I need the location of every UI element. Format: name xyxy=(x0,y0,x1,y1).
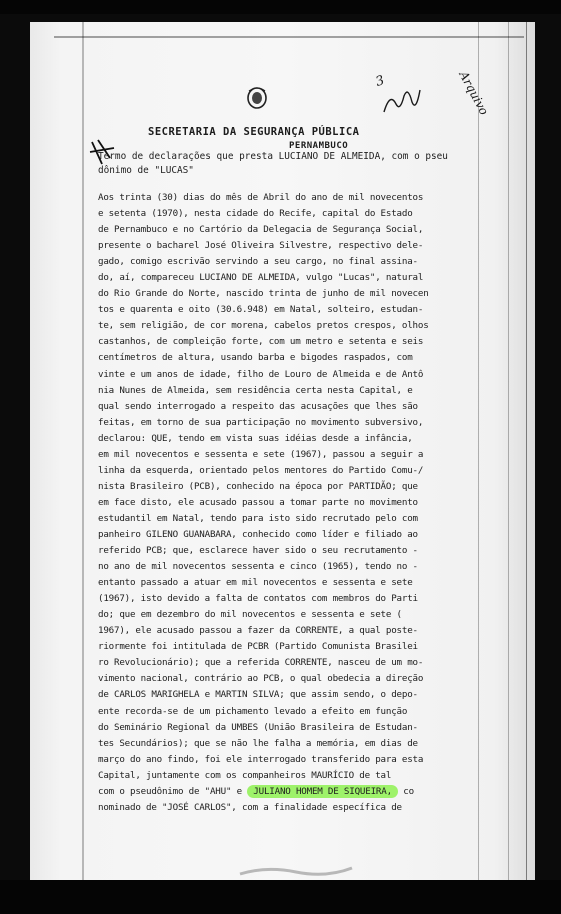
title-line: Termo de declarações que presta LUCIANO DE ALMEIDA, com o pseu xyxy=(98,151,448,162)
title-line: dônimo de "LUCAS" xyxy=(98,165,194,176)
bottom-smudge xyxy=(236,862,356,880)
body-line: qual sendo interrogado a respeito das acusações que lhes são xyxy=(98,400,418,412)
body-line-highlighted xyxy=(98,784,528,800)
body-line: no ano de mil novecentos sessenta e cinco (1965), tendo no - xyxy=(98,561,418,573)
body-line: março do ano findo, foi ele interrogado transferido para esta xyxy=(98,753,424,765)
body-line: nia Nunes de Almeida, sem residência certa nesta Capital, e xyxy=(98,384,413,396)
body-line: e setenta (1970), nesta cidade do Recife, capital do Estado xyxy=(98,208,413,220)
body-line: entanto passado a atuar em mil novecentos e sessenta e sete xyxy=(98,577,413,589)
film-border-top xyxy=(0,0,561,14)
body-line: Aos trinta (30) dias do mês de Abril do ano de mil novecentos xyxy=(98,192,424,203)
body-line: castanhos, de compleição forte, com um metro e setenta e seis xyxy=(98,336,424,348)
body-line: de CARLOS MARIGHELA e MARTIN SILVA; que assim sendo, o depo- xyxy=(98,689,418,701)
film-border-bottom xyxy=(0,880,561,914)
body-line: (1967), isto devido a falta de contatos com membros do Parti xyxy=(98,593,418,605)
body-line: panheiro GILENO GUANABARA, conhecido como líder e filiado ao xyxy=(98,528,418,540)
body-line: linha da esquerda, orientado pelos mentores do Partido Comu-/ xyxy=(98,464,424,476)
document-page xyxy=(30,22,535,884)
body-line: te, sem religião, de cor morena, cabelos pretos crespos, olhos xyxy=(98,320,429,332)
body-line: vinte e um anos de idade, filho de Louro de Almeida e de Antô xyxy=(98,368,424,380)
body-line: do; que em dezembro do mil novecentos e sessenta e sete ( xyxy=(98,609,402,621)
coat-of-arms-icon xyxy=(246,86,268,110)
body-line: centímetros de altura, usando barba e bigodes raspados, com xyxy=(98,352,413,364)
body-line: estudantil em Natal, tendo para isto sido recrutado pelo com xyxy=(98,512,418,524)
body-line: em face disto, ele acusado passou a tomar parte no movimento xyxy=(98,496,418,508)
body-line: nista Brasileiro (PCB), conhecido na época por PARTIDÃO; que xyxy=(98,480,418,492)
margin-rule xyxy=(82,22,84,884)
body-line: presente o bacharel José Oliveira Silvestre, respectivo dele- xyxy=(98,240,424,252)
handwritten-signature xyxy=(382,82,422,118)
state-heading: PERNAMBUCO xyxy=(289,141,349,151)
body-line: feitas, em torno de sua participação no movimento subversivo, xyxy=(98,416,424,428)
body-line: declarou: QUE, tendo em vista suas idéias desde a infância, xyxy=(98,432,413,444)
body-line-prefix: com o pseudônimo de "AHU" e xyxy=(98,785,242,797)
body-line: gado, comigo escrivão servindo a seu cargo, no final assina- xyxy=(98,256,418,268)
statement-body xyxy=(98,190,528,816)
agency-heading: SECRETARIA DA SEGURANÇA PÚBLICA xyxy=(148,126,360,138)
body-line-suffix: co xyxy=(397,785,414,797)
body-line: Capital, juntamente com os companheiros MAURÍCIO de tal xyxy=(98,769,392,781)
body-line: do, aí, compareceu LUCIANO DE ALMEIDA, vulgo "Lucas", natural xyxy=(98,272,424,284)
body-line: em mil novecentos e sessenta e sete (1967), passou a seguir a xyxy=(98,448,424,460)
body-line: riormente foi intitulada de PCBR (Partido Comunista Brasilei xyxy=(98,641,418,653)
body-line: vimento nacional, contrário ao PCB, o qual obedecia a direção xyxy=(98,673,424,685)
body-line: de Pernambuco e no Cartório da Delegacia de Segurança Social, xyxy=(98,224,424,236)
page-top-rule xyxy=(54,36,524,38)
body-line: do Seminário Regional da UMBES (União Brasileira de Estudan- xyxy=(98,721,418,733)
handwritten-number: 3 xyxy=(373,73,387,90)
body-line: do Rio Grande do Norte, nascido trinta de junho de mil novecen xyxy=(98,288,429,300)
body-line: tes Secundários); que se não lhe falha a memória, em dias de xyxy=(98,737,418,749)
body-line: tos e quarenta e oito (30.6.948) em Natal, solteiro, estudan- xyxy=(98,304,424,316)
highlighted-name: JULIANO HOMEM DE SIQUEIRA, xyxy=(247,785,398,798)
body-line: ente recorda-se de um pichamento levado a efeito em função xyxy=(98,705,408,717)
body-line: ro Revolucionário); que a referida CORRENTE, nasceu de um mo- xyxy=(98,657,424,669)
body-line: referido PCB; que, esclarece haver sido o seu recrutamento - xyxy=(98,545,418,557)
handwritten-note: Arquivo xyxy=(456,68,492,118)
body-line: nominado de "JOSÉ CARLOS", com a finalidade específica de xyxy=(98,801,402,813)
body-line: 1967), ele acusado passou a fazer da CORRENTE, a qual poste- xyxy=(98,625,418,637)
document-title xyxy=(98,150,518,178)
